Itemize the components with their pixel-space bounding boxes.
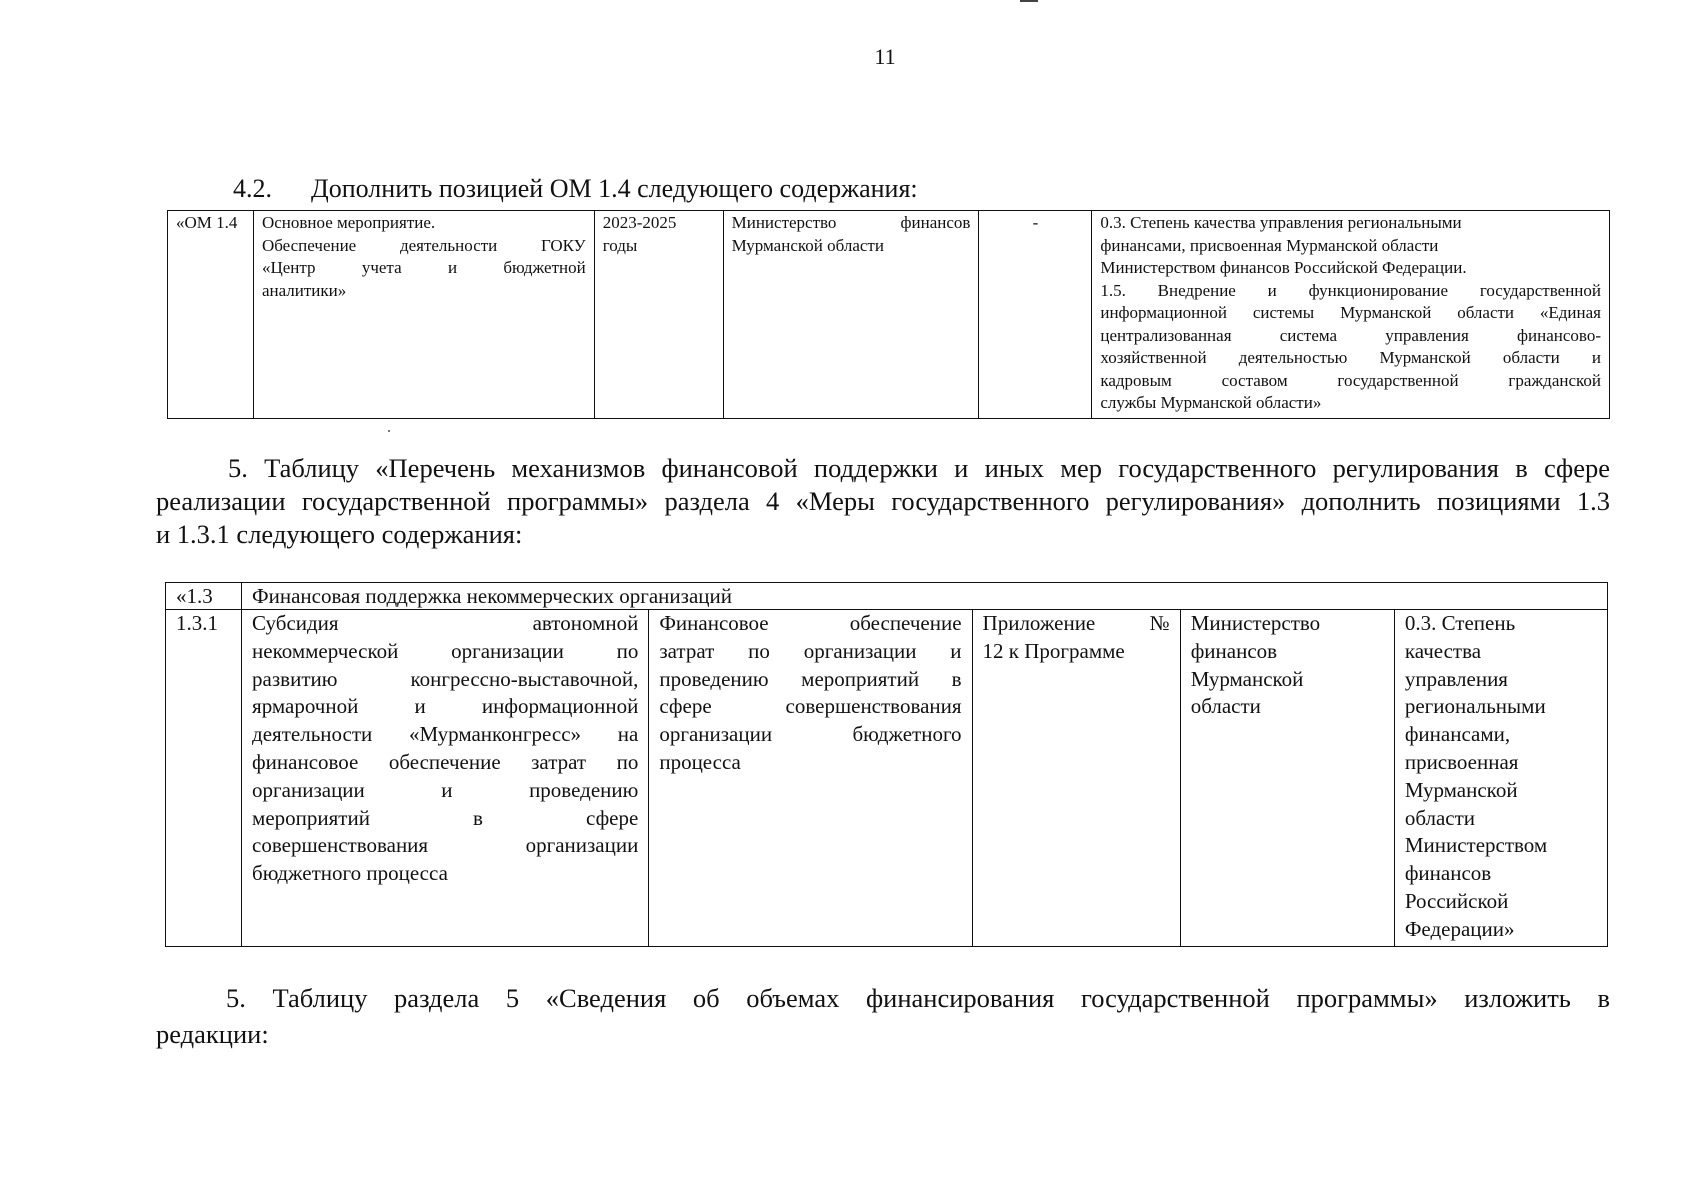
- activity-name-cell: [253, 211, 594, 419]
- item-code: 1.3.1: [176, 611, 218, 635]
- table-row: [166, 583, 1608, 610]
- appendix-cell: [972, 610, 1180, 947]
- subsidy-cell: [242, 610, 649, 947]
- indicator-line: региональными: [1404, 694, 1546, 719]
- table-row: [166, 610, 1608, 947]
- group-title: Финансовая поддержка некоммерческих организаций: [252, 584, 732, 608]
- subsidy-line: Субсидия автономной: [252, 611, 639, 635]
- indicator-line: 0.3. Степень: [1404, 611, 1516, 635]
- executor-line: Мурманской области: [731, 235, 884, 255]
- indicator-line: финансов: [1404, 861, 1492, 886]
- indicator-line: присвоенная: [1404, 749, 1519, 774]
- paragraph-line: 5. Таблицу раздела 5 «Сведения об объемах финансирования государственной программы» изложить в: [226, 983, 1610, 1013]
- indicator-line: Федерации»: [1404, 916, 1515, 941]
- indicator-line: Министерством финансов Российской Федерации.: [1100, 258, 1467, 277]
- paragraph-line: реализации государственной программы» раздела 4 «Меры государственного регулирования» дополнить позициями 1.3: [156, 486, 1610, 516]
- financial-support-table: [165, 582, 1608, 947]
- page-number: 11: [874, 44, 896, 69]
- indicator-line: информационной системы Мурманской области «Единая: [1100, 303, 1601, 322]
- appendix-line: Приложение №: [982, 611, 1170, 635]
- top-edge-mark: [1020, 0, 1038, 2]
- dash-value: -: [1032, 213, 1039, 232]
- indicator-line: централизованная система управления финансово-: [1100, 325, 1601, 345]
- indicator-line: Министерством: [1404, 833, 1548, 858]
- indicator-line: 1.5. Внедрение и функционирование государственной: [1100, 280, 1601, 300]
- section-4-2-heading: [233, 174, 918, 204]
- purpose-line: затрат по организации и: [659, 638, 962, 663]
- group-code-cell: [166, 583, 242, 610]
- purpose-line: сфере совершенствования: [659, 694, 962, 719]
- subsidy-line: деятельности «Мурманконгресс» на: [252, 722, 639, 747]
- indicator-line: качества: [1404, 638, 1482, 663]
- purpose-line: процесса: [659, 749, 741, 774]
- purpose-line: организации бюджетного: [659, 722, 962, 747]
- indicator-line: хозяйственной деятельностью Мурманской области и: [1100, 348, 1601, 367]
- period-cell: [594, 211, 723, 419]
- subsidy-line: развитию конгрессно-выставочной,: [252, 666, 639, 691]
- table-row: [168, 211, 1610, 419]
- indicator-line: 0.3. Степень качества управления региональными: [1100, 213, 1462, 232]
- period-line: годы: [602, 235, 638, 255]
- executor-cell: [723, 211, 979, 419]
- ministry-line: Мурманской: [1190, 666, 1304, 691]
- subsidy-line: мероприятий в сфере: [252, 805, 639, 830]
- indicator-line: кадровым составом государственной гражданской: [1100, 370, 1601, 390]
- indicators-cell: [1092, 211, 1610, 419]
- activity-name-line: Обеспечение деятельности ГОКУ: [261, 235, 586, 255]
- subsidy-line: ярмарочной и информационной: [252, 694, 639, 719]
- purpose-line: Финансовое обеспечение: [659, 611, 962, 635]
- item-code-cell: [166, 610, 242, 947]
- purpose-cell: [649, 610, 972, 947]
- purpose-line: проведению мероприятий в: [659, 666, 962, 691]
- activity-name-line: Основное мероприятие.: [261, 213, 436, 232]
- ministry-line: области: [1190, 694, 1261, 719]
- paragraph-5-second: [156, 980, 1610, 1052]
- paragraph-line: редакции:: [156, 1019, 269, 1049]
- group-code: «1.3: [176, 584, 213, 608]
- indicator-line: службы Мурманской области»: [1100, 393, 1322, 412]
- group-title-cell: [242, 583, 1608, 610]
- ministry-line: финансов: [1190, 638, 1278, 663]
- om-code: «ОМ 1.4: [176, 213, 238, 232]
- section-text: Дополнить позицией ОМ 1.4 следующего содержания:: [311, 174, 918, 203]
- indicator-line: области: [1404, 805, 1476, 830]
- indicator-line: Российской: [1404, 888, 1509, 913]
- period-line: 2023-2025: [602, 213, 677, 232]
- indicator-line: Мурманской: [1404, 777, 1518, 802]
- appendix-line: 12 к Программе: [982, 638, 1125, 663]
- indicator-line: финансами, присвоенная Мурманской области: [1100, 235, 1439, 255]
- ministry-cell: [1180, 610, 1394, 947]
- subsidy-line: организации и проведению: [252, 777, 639, 802]
- subsidy-line: финансовое обеспечение затрат по: [252, 749, 639, 774]
- om-code-cell: [168, 211, 254, 419]
- paragraph-line: и 1.3.1 следующего содержания:: [156, 519, 523, 549]
- dash-cell: [979, 211, 1092, 419]
- subsidy-line: совершенствования организации: [252, 833, 639, 858]
- indicator-line: управления: [1404, 666, 1508, 691]
- section-number: 4.2.: [233, 174, 272, 203]
- activity-name-line: аналитики»: [261, 280, 347, 300]
- indicator-cell: [1394, 610, 1607, 947]
- subsidy-line: бюджетного процесса: [252, 861, 448, 886]
- scan-speck: [388, 430, 390, 432]
- om-1-4-table: [167, 210, 1610, 419]
- paragraph-line: 5. Таблицу «Перечень механизмов финансовой поддержки и иных мер государственного регулирования в сфере: [228, 453, 1610, 483]
- activity-name-line: «Центр учета и бюджетной: [261, 258, 586, 277]
- ministry-line: Министерство: [1190, 611, 1321, 635]
- indicator-line: финансами,: [1404, 722, 1511, 747]
- subsidy-line: некоммерческой организации по: [252, 638, 639, 663]
- executor-line: Министерство финансов: [731, 213, 971, 232]
- paragraph-5: [156, 452, 1610, 551]
